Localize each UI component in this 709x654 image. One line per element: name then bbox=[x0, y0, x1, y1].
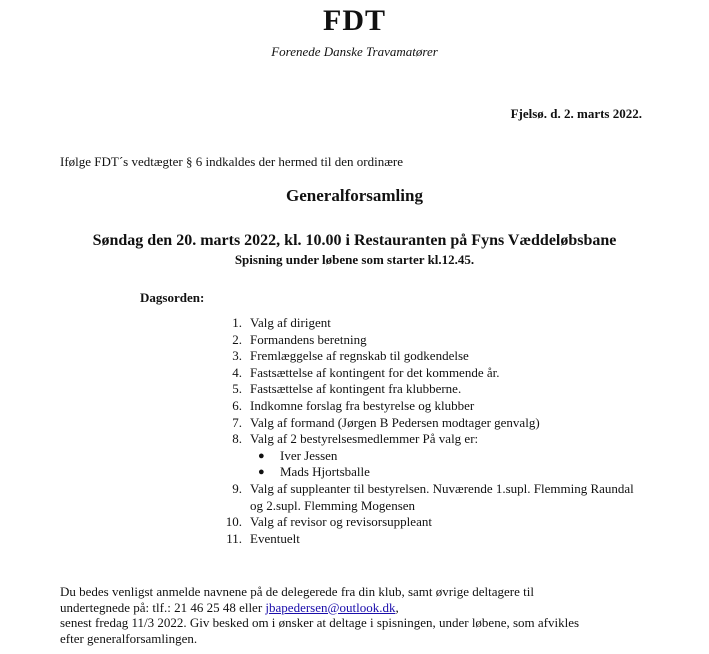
agenda-number: 6. bbox=[232, 397, 242, 413]
contact-suffix: , bbox=[395, 599, 399, 615]
org-name: FDT bbox=[323, 4, 386, 37]
agenda-item bbox=[210, 481, 650, 514]
agenda-item bbox=[210, 381, 650, 398]
footer-line: efter generalforsamlingen. bbox=[60, 630, 198, 646]
agenda-number: 7. bbox=[232, 414, 242, 430]
agenda-number: 2. bbox=[232, 331, 242, 347]
bullet-icon: ● bbox=[258, 449, 265, 462]
agenda-item bbox=[210, 332, 650, 349]
email-link[interactable]: jbapedersen@outlook.dk bbox=[265, 599, 396, 615]
candidate-name: Iver Jessen bbox=[280, 447, 338, 463]
agenda-number: 1. bbox=[232, 315, 242, 330]
candidate-item bbox=[210, 448, 650, 465]
agenda-text: Fastsættelse af kontingent fra klubberne. bbox=[250, 381, 462, 397]
contact-text: undertegnede på: tlf.: 21 46 25 48 eller bbox=[60, 599, 266, 615]
candidate-list bbox=[210, 448, 650, 481]
agenda-item bbox=[210, 514, 650, 531]
agenda-item bbox=[210, 398, 650, 415]
agenda-text: Valg af suppleanter til bestyrelsen. Nuværende 1.supl. Flemming Raundal og 2.supl. Flemming Mogensen bbox=[250, 480, 634, 513]
agenda-text: Fremlæggelse af regnskab til godkendelse bbox=[250, 348, 469, 364]
bullet-icon: ● bbox=[258, 466, 265, 479]
agenda-number: 5. bbox=[232, 381, 242, 397]
agenda-number: 8. bbox=[232, 431, 242, 447]
agenda-text: Eventuelt bbox=[250, 530, 300, 546]
agenda-text: Fastsættelse af kontingent for det kommende år. bbox=[250, 364, 500, 380]
agenda-item bbox=[210, 348, 650, 365]
agenda-item bbox=[210, 431, 650, 448]
footer-line bbox=[60, 600, 660, 616]
agenda-item bbox=[210, 315, 650, 332]
agenda-text: Valg af formand (Jørgen B Pedersen modtager genvalg) bbox=[250, 414, 540, 430]
footer-line: senest fredag 11/3 2022. Giv besked om i ønsker at deltage i spisningen, under løbene, som afvikles bbox=[60, 615, 580, 630]
agenda-number: 10. bbox=[225, 514, 242, 530]
registration-note bbox=[60, 584, 660, 646]
agenda-text: Indkomne forslag fra bestyrelse og klubber bbox=[250, 397, 475, 413]
agenda-item bbox=[210, 531, 650, 548]
footer-line: Du bedes venligst anmelde navnene på de delegerede fra din klub, samt øvrige deltagere til bbox=[60, 584, 534, 599]
agenda-number: 9. bbox=[232, 480, 242, 496]
agenda-text: Valg af dirigent bbox=[250, 315, 331, 330]
agenda-text: Formandens beretning bbox=[250, 331, 367, 347]
agenda-title: Dagsorden: bbox=[140, 290, 205, 305]
agenda-number: 11. bbox=[226, 530, 242, 546]
intro-text: Ifølge FDT´s vedtægter § 6 indkaldes der hermed til den ordinære bbox=[60, 154, 403, 169]
agenda-number: 3. bbox=[232, 348, 242, 364]
meeting-heading: Generalforsamling bbox=[286, 186, 423, 205]
agenda-item bbox=[210, 365, 650, 382]
org-fullname: Forenede Danske Travamatører bbox=[271, 44, 438, 59]
candidate-name: Mads Hjortsballe bbox=[280, 464, 370, 480]
candidate-item bbox=[210, 464, 650, 481]
agenda-number: 4. bbox=[232, 364, 242, 380]
agenda-list bbox=[210, 315, 650, 547]
meal-note: Spisning under løbene som starter kl.12.45. bbox=[234, 252, 475, 267]
agenda-text: Valg af 2 bestyrelsesmedlemmer På valg er: bbox=[250, 431, 479, 447]
event-details: Søndag den 20. marts 2022, kl. 10.00 i Restauranten på Fyns Væddeløbsbane bbox=[92, 232, 617, 249]
agenda-item bbox=[210, 415, 650, 432]
date-line: Fjelsø. d. 2. marts 2022. bbox=[510, 106, 642, 121]
agenda-text: Valg af revisor og revisorsuppleant bbox=[250, 514, 432, 530]
